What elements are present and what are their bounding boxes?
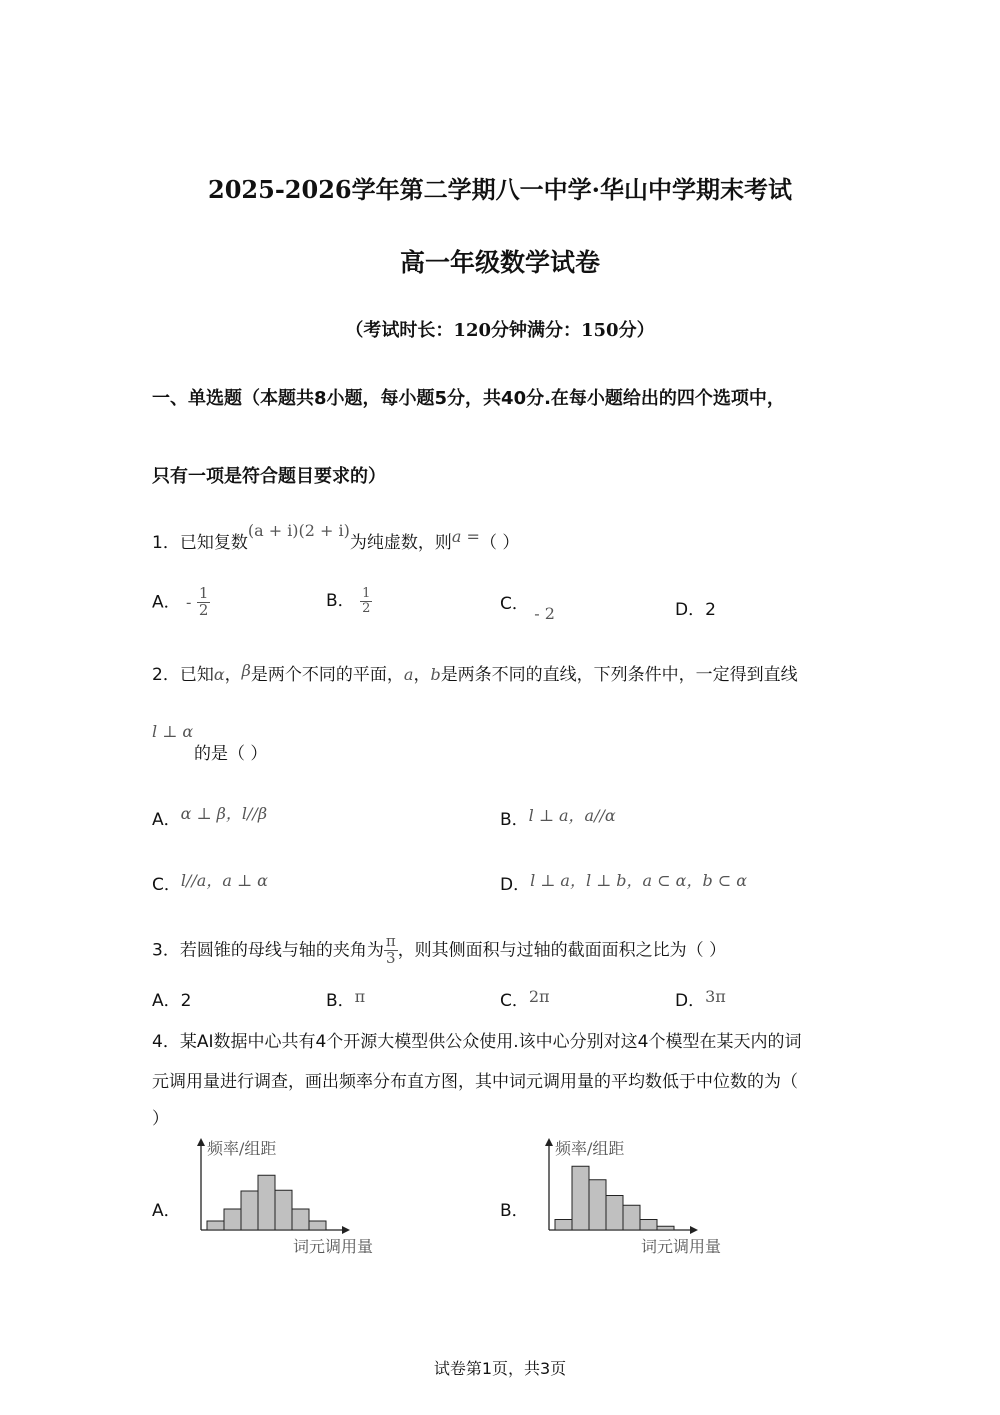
histogram-bar	[589, 1180, 606, 1230]
question-3	[152, 934, 726, 967]
q4-option-a-label: A．	[152, 1201, 181, 1221]
q2-option-b	[500, 805, 616, 830]
section-heading-continued: 只有一项是符合题目要求的）	[152, 466, 386, 487]
histogram-bar	[606, 1196, 623, 1231]
page-footer: 试卷第1页，共3页	[433, 1359, 567, 1378]
q4-option-a-histogram	[185, 1132, 395, 1262]
q2-condition: l ⊥ α	[152, 722, 194, 741]
histogram-bar	[241, 1191, 258, 1230]
q3-option-a	[152, 986, 191, 1011]
x-axis-label: 词元调用量	[293, 1237, 374, 1256]
option-value: l ⊥ a，l ⊥ b，a ⊂ α，b ⊂ α	[530, 871, 748, 890]
histogram-bar	[224, 1209, 241, 1230]
x-axis-arrow	[342, 1226, 350, 1234]
q1-option-b	[326, 586, 372, 615]
fraction	[360, 587, 372, 615]
section-heading: 一、单选题（本题共8小题，每小题5分，共40分.在每小题给出的四个选项中，	[152, 388, 785, 409]
q2-text: 是两个不同的平面，	[250, 665, 404, 685]
histogram-bar	[309, 1221, 326, 1230]
q1-option-d	[675, 595, 716, 620]
option-value: π	[354, 987, 366, 1006]
q2-separator: ，	[413, 665, 431, 685]
question-2-continued	[152, 722, 193, 742]
option-label: D．	[675, 991, 706, 1011]
q2-line-b: b	[430, 665, 441, 684]
histogram-bar	[623, 1205, 640, 1230]
option-label: B．	[326, 591, 355, 611]
q2-alpha: α	[213, 665, 225, 684]
option-label: C．	[500, 991, 529, 1011]
q3-prefix: 3．若圆锥的母线与轴的夹角为	[152, 940, 384, 961]
q2-option-a	[152, 805, 267, 830]
q2-beta: β	[241, 661, 251, 680]
q4-option-b-histogram	[533, 1132, 743, 1262]
q1-middle: 为纯虚数，则	[349, 533, 452, 553]
q4-option-b-label: B．	[500, 1201, 529, 1221]
q3-option-d	[675, 986, 726, 1011]
fraction-denominator: 2	[362, 600, 371, 616]
fraction-numerator: 1	[198, 584, 209, 602]
exam-subtitle: 高一年级数学试卷	[399, 248, 600, 277]
option-value: 2π	[528, 987, 550, 1006]
histogram-bar	[258, 1175, 275, 1230]
histogram-bar	[572, 1166, 589, 1230]
question-4-line2: 元调用量进行调查，画出频率分布直方图，其中词元调用量的平均数低于中位数的为（	[152, 1072, 798, 1092]
option-value: - 2	[534, 604, 555, 623]
option-value: l ⊥ a，a//α	[528, 806, 616, 825]
option-label: B．	[326, 991, 355, 1011]
q1-expression: (a + i)(2 + i)	[247, 521, 350, 540]
q2-option-c	[152, 870, 268, 895]
x-axis-arrow	[690, 1226, 698, 1234]
histogram-bar	[657, 1226, 674, 1230]
option-value: α ⊥ β，l//β	[180, 804, 268, 823]
histogram-bar	[555, 1220, 572, 1231]
question-1	[152, 521, 520, 553]
y-axis-arrow	[197, 1138, 205, 1146]
x-axis-label: 词元调用量	[641, 1237, 722, 1256]
q1-option-a	[152, 586, 210, 619]
option-value: 2	[705, 600, 716, 620]
q2-separator: ，	[224, 665, 242, 685]
q3-suffix: ，则其侧面积与过轴的截面面积之比为（ ）	[397, 940, 727, 961]
option-label: A．	[152, 991, 181, 1011]
histogram-bar	[292, 1209, 309, 1230]
option-label: C．	[152, 875, 181, 895]
option-label: A．	[152, 592, 181, 613]
q2-line-a: a	[403, 665, 414, 684]
option-value: l//a，a ⊥ α	[180, 871, 268, 890]
option-label: B．	[500, 810, 529, 830]
y-axis-arrow	[545, 1138, 553, 1146]
fraction-numerator: 1	[362, 585, 371, 601]
option-label: A．	[152, 810, 181, 830]
histogram-bar	[640, 1220, 657, 1231]
q1-prefix: 1．已知复数	[152, 533, 248, 553]
fraction-denominator: 2	[198, 600, 209, 619]
q1-expression-a: a =	[451, 527, 480, 546]
option-label: C．	[500, 594, 529, 614]
q1-suffix: （ ）	[479, 533, 520, 553]
q3-option-c	[500, 986, 550, 1011]
fraction	[197, 586, 211, 619]
y-axis-label: 频率/组距	[207, 1139, 277, 1158]
option-label: D．	[675, 600, 706, 620]
exam-title: 2025-2026学年第二学期八一中学·华山中学期末考试	[208, 175, 792, 204]
fraction-denominator: 3	[385, 948, 396, 967]
fraction-numerator: π	[385, 932, 396, 950]
question-4-line3: ）	[152, 1109, 169, 1129]
y-axis-label: 频率/组距	[555, 1139, 625, 1158]
option-sign: -	[186, 592, 192, 612]
question-4: 4．某AI数据中心共有4个开源大模型供公众使用.该中心分别对这4个模型在某天内的词	[152, 1032, 802, 1052]
q2-prefix: 2．已知	[152, 665, 214, 685]
histogram-bar	[275, 1190, 292, 1230]
q3-option-b	[326, 986, 365, 1011]
option-value: 2	[180, 991, 192, 1011]
fraction	[384, 934, 398, 967]
q1-option-c	[500, 594, 555, 623]
histogram-bar	[207, 1221, 224, 1230]
q2-text: 是两条不同的直线，下列条件中，一定得到直线	[440, 665, 798, 685]
question-2-tail: 的是（ ）	[194, 744, 268, 764]
q2-option-d	[500, 870, 747, 895]
option-label: D．	[500, 875, 531, 895]
exam-info: （考试时长：120分钟满分：150分）	[345, 320, 655, 341]
option-value: 3π	[705, 987, 726, 1006]
question-2	[152, 660, 798, 685]
